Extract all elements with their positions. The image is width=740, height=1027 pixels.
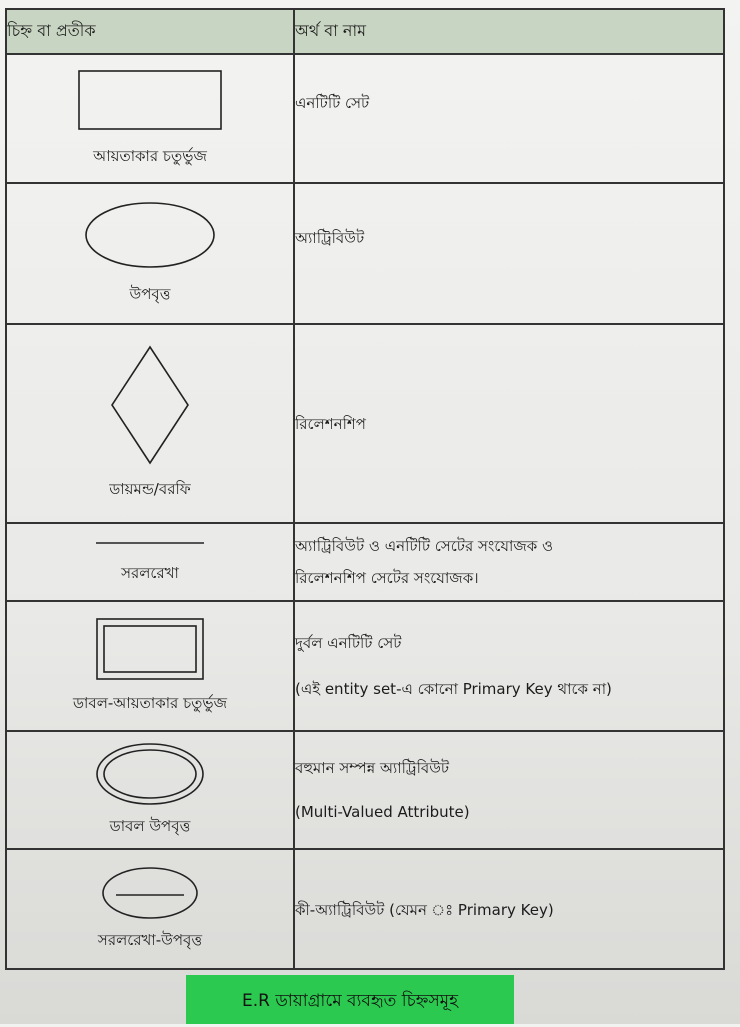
double-rectangle-icon <box>94 616 206 682</box>
table-row <box>6 324 724 523</box>
table-row <box>6 54 724 183</box>
symbol-label: ডাবল উপবৃত্ত <box>109 816 191 835</box>
table-row <box>6 523 724 601</box>
symbol-cell <box>6 731 294 849</box>
line-icon <box>94 538 206 548</box>
meaning-text: এনটিটি সেট <box>295 94 370 112</box>
meaning-cell <box>294 54 724 183</box>
table-header-row <box>6 9 724 54</box>
meaning-text: বহুমান সম্পন্ন অ্যাট্রিবিউট <box>295 759 450 777</box>
meaning-text: রিলেশনশিপ <box>295 414 366 433</box>
diamond-icon <box>109 344 191 466</box>
symbol-cell <box>6 183 294 324</box>
table-row <box>6 731 724 849</box>
table-row <box>6 849 724 969</box>
symbol-cell <box>6 601 294 731</box>
underlined-ellipse-icon <box>100 865 200 921</box>
meaning-text: দুর্বল এনটিটি সেট <box>295 634 402 652</box>
meaning-text: (Multi-Valued Attribute) <box>295 803 470 821</box>
symbol-cell <box>6 324 294 523</box>
meaning-text: রিলেশনশিপ সেটের সংযোজক। <box>295 569 479 587</box>
meaning-cell <box>294 324 724 523</box>
ellipse-icon <box>82 199 218 271</box>
symbol-label: সরলরেখা-উপবৃত্ত <box>97 930 203 949</box>
symbol-label: আয়তাকার চতুর্ভুজ <box>93 147 207 165</box>
symbol-column-header: চিহ্ন বা প্রতীক <box>6 9 294 54</box>
meaning-text: (এই entity set-এ কোনো Primary Key থাকে না) <box>295 680 612 698</box>
symbol-cell <box>6 523 294 601</box>
table-row <box>6 183 724 324</box>
figure-caption: E.R ডায়াগ্রামে ব্যবহৃত চিহ্নসমূহ <box>186 975 514 1024</box>
symbol-cell <box>6 54 294 183</box>
symbol-label: সরলরেখা <box>121 563 179 582</box>
table-row <box>6 601 724 731</box>
symbol-label: ডাবল-আয়তাকার চতুর্ভুজ <box>72 693 228 712</box>
meaning-cell <box>294 523 724 601</box>
meaning-cell <box>294 849 724 969</box>
meaning-cell <box>294 731 724 849</box>
meaning-cell <box>294 183 724 324</box>
meaning-cell <box>294 601 724 731</box>
er-symbols-table <box>5 8 725 970</box>
rectangle-icon <box>75 67 225 133</box>
meaning-text: কী-অ্যাট্রিবিউট (যেমন ঃ Primary Key) <box>295 901 554 919</box>
symbol-cell <box>6 849 294 969</box>
symbol-label: উপবৃত্ত <box>129 285 171 303</box>
symbol-label: ডায়মন্ড/বরফি <box>109 480 191 498</box>
meaning-column-header: অর্থ বা নাম <box>294 9 724 54</box>
meaning-text: অ্যাট্রিবিউট ও এনটিটি সেটের সংযোজক ও <box>295 537 554 555</box>
meaning-text: অ্যাট্রিবিউট <box>295 229 365 247</box>
double-ellipse-icon <box>94 741 206 807</box>
